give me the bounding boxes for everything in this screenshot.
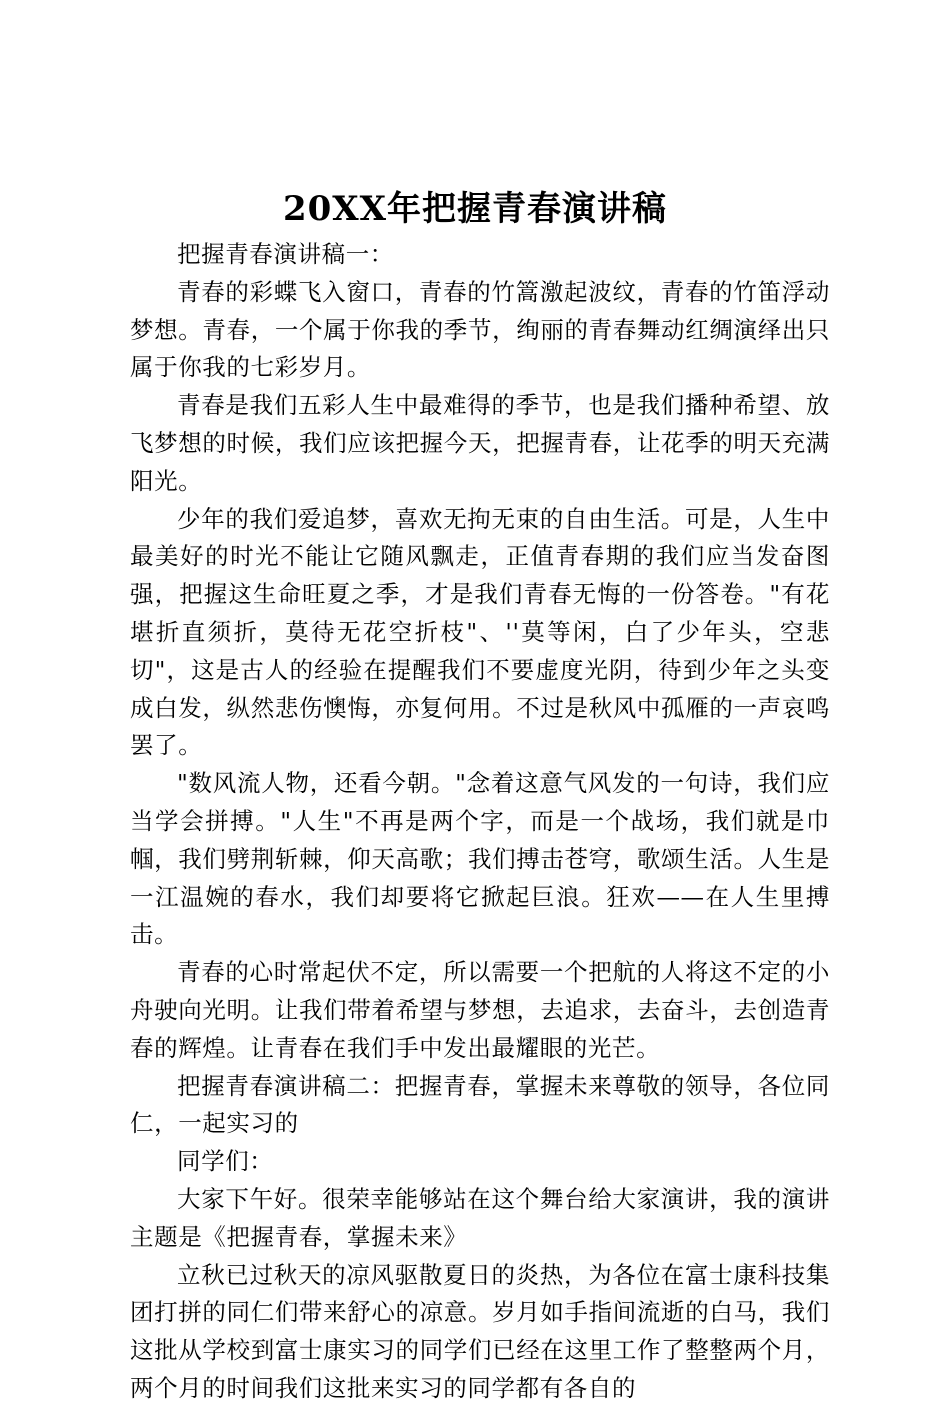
paragraph: 立秋已过秋天的凉风驱散夏日的炎热，为各位在富士康科技集团打拼的同仁们带来舒心的凉意。岁月如手指间流逝的白马，我们这批从学校到富士康实习的同学们已经在这里工作了整整两个月，两个月的时间我们这批来实习的同学都有各自的 — [130, 1260, 830, 1402]
document-title: 20XX年把握青春演讲稿 — [282, 189, 668, 229]
paragraph: 把握青春演讲稿二：把握青春，掌握未来尊敬的领导，各位同仁，一起实习的 — [130, 1071, 830, 1138]
paragraph: 把握青春演讲稿一： — [177, 240, 394, 268]
paragraph: 少年的我们爱追梦，喜欢无拘无束的自由生活。可是，人生中最美好的时光不能让它随风飘走，正值青春期的我们应当发奋图强，把握这生命旺夏之季，才是我们青春无悔的一份答卷。"有花堪折直须折，莫待无花空折枝"、''莫等闲，白了少年头，空悲切"，这是古人的经验在提醒我们不要虚度光阴，待到少年之头变成白发，纵然悲伤懊悔，亦复何用。不过是秋风中孤雁的一声哀鸣罢了。 — [130, 504, 830, 760]
paragraph: 青春的彩蝶飞入窗口，青春的竹篙激起波纹，青春的竹笛浮动梦想。青春，一个属于你我的季节，绚丽的青春舞动红绸演绎出只属于你我的七彩岁月。 — [130, 277, 830, 382]
document-body — [130, 236, 830, 1408]
paragraph: 青春是我们五彩人生中最难得的季节，也是我们播种希望、放飞梦想的时候，我们应该把握今天，把握青春，让花季的明天充满阳光。 — [130, 391, 830, 495]
paragraph: 大家下午好。很荣幸能够站在这个舞台给大家演讲，我的演讲主题是《把握青春，掌握未来》 — [130, 1184, 830, 1251]
paragraph: 青春的心时常起伏不定，所以需要一个把航的人将这不定的小舟驶向光明。让我们带着希望与梦想，去追求，去奋斗，去创造青春的辉煌。让青春在我们手中发出最耀眼的光芒。 — [130, 958, 830, 1062]
paragraph: "数风流人物，还看今朝。"念着这意气风发的一句诗，我们应当学会拼搏。"人生"不再是两个字，而是一个战场，我们就是巾帼，我们劈荆斩棘，仰天高歌；我们搏击苍穹，歌颂生活。人生是一江温婉的春水，我们却要将它掀起巨浪。狂欢——在人生里搏击。 — [130, 769, 830, 949]
paragraph: 同学们： — [177, 1147, 274, 1176]
